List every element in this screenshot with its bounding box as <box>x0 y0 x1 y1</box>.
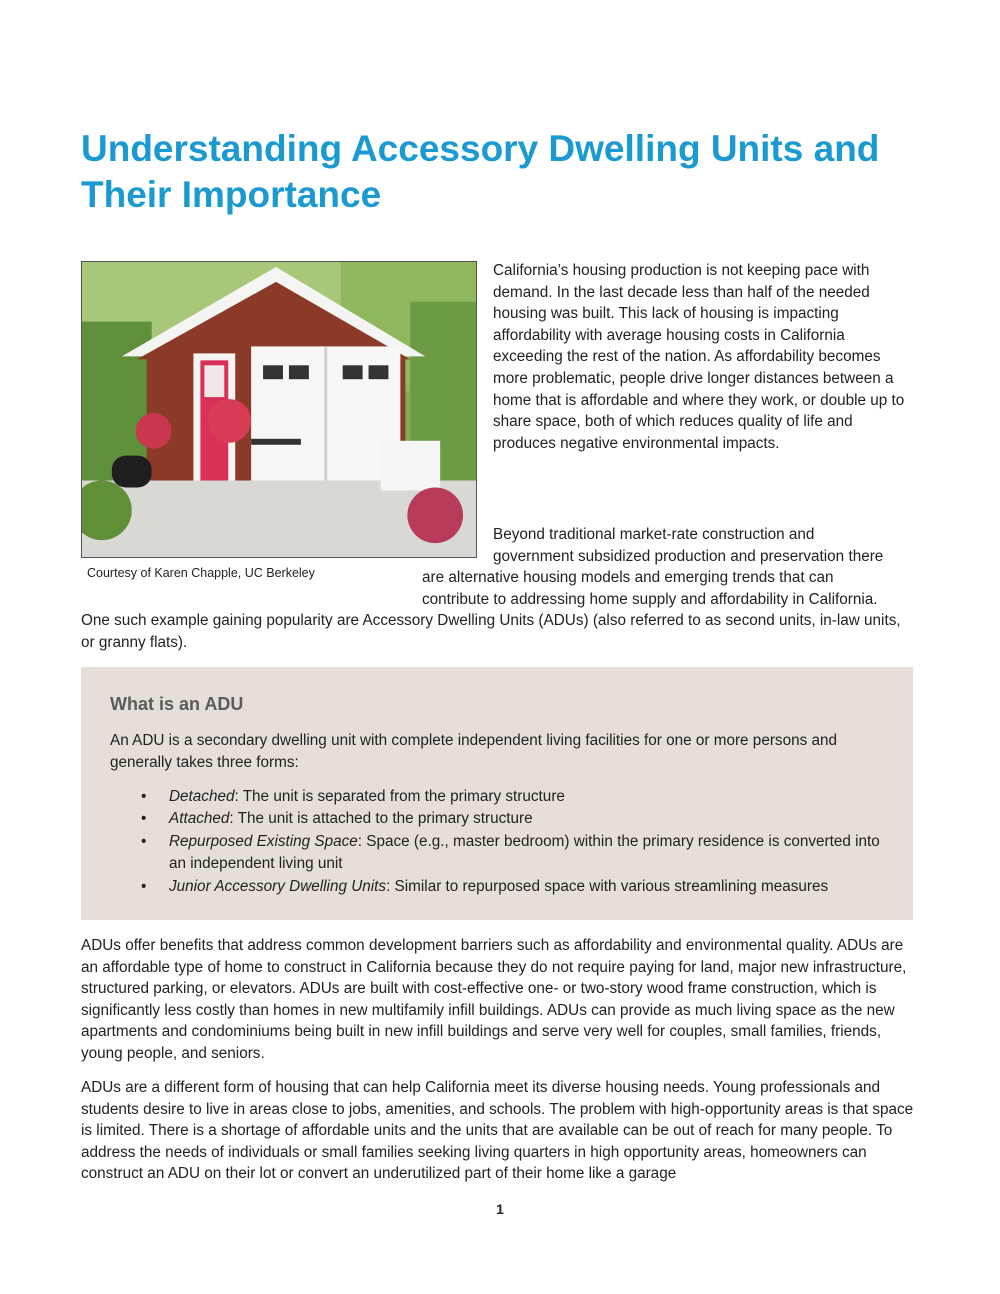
list-item <box>110 876 900 898</box>
adu-forms-list <box>110 786 900 898</box>
list-item <box>110 786 900 808</box>
list-item-term: Attached <box>169 810 230 828</box>
intro-paragraph-2-top <box>493 524 918 567</box>
page-number: 1 <box>496 1201 504 1217</box>
page-title: Understanding Accessory Dwelling Units and Their Importance <box>81 128 880 215</box>
bullet-icon: • <box>141 832 147 850</box>
list-item-description: : Similar to repurposed space with various streamlining measures <box>386 877 829 895</box>
photo-caption: Courtesy of Karen Chapple, UC Berkeley <box>87 566 315 580</box>
list-item <box>110 808 900 830</box>
box-intro: An ADU is a secondary dwelling unit with complete independent living facilities for one or more persons and generally takes three forms: <box>110 732 837 771</box>
intro-paragraph: California’s housing production is not keeping pace with demand. In the last decade less than half of the needed housing was built. This lack of housing is impacting affordability with average housing costs in California exceeding the rest of the nation. As affordability becomes more problematic, people drive longer distances between a home that is affordable and where they work, or double up to share space, both of which reduces quality of life and produces negative environmental impacts. <box>493 262 905 452</box>
bullet-icon: • <box>141 810 147 828</box>
list-item-description: : The unit is separated from the primary structure <box>234 788 565 805</box>
list-item-term: Junior Accessory Dwelling Units <box>169 877 387 895</box>
intro-paragraph-2-line: Beyond traditional market-rate construction and <box>493 526 815 543</box>
bullet-icon: • <box>141 877 147 895</box>
adu-photo <box>81 261 477 558</box>
list-item-term: Repurposed Existing Space <box>169 832 358 850</box>
body-paragraph: ADUs are a different form of housing that can help California meet its diverse housing needs. Young professionals and students desire to live in areas close to jobs, amenities, and schools. The problem with high-opportunity areas is that space is limited. There is a shortage of affordable units and the units that are available can be out of reach for many people. To address the needs of individuals or small families seeking living quarters in high opportunity areas, homeowners can construct an ADU on their lot or convert an underutilized part of their home like a garage <box>81 1079 914 1183</box>
list-item <box>110 831 900 876</box>
intro-paragraph-2-line: government subsidized production and preservation there <box>493 547 884 565</box>
body-paragraph: ADUs offer benefits that address common development barriers such as affordability and environmental quality. ADUs are an affordable type of home to construct in California because they do not require paying for land, major new infrastructure, structured parking, or elevators. ADUs are built with cost-effective one- or two-story wood frame construction, which is significantly less costly than homes in new multifamily infill buildings. ADUs can provide as much living space as the new apartments and condominiums being built in new infill buildings and serve very well for couples, small families, friends, young people, and seniors. <box>81 937 907 1062</box>
list-item-term: Detached <box>169 788 235 805</box>
adu-cottage-illustration <box>82 262 476 557</box>
box-heading: What is an ADU <box>110 694 244 714</box>
list-item-description: : Space (e.g., master bedroom) within the primary residence is converted into an independent living unit <box>169 832 880 873</box>
bullet-icon: • <box>141 788 147 805</box>
intro-paragraph-2-middle <box>422 567 918 610</box>
intro-paragraph-2-line: contribute to addressing home supply and affordability in California. <box>422 590 878 608</box>
what-is-adu-box <box>81 667 913 920</box>
intro-paragraph-2-bottom: One such example gaining popularity are Accessory Dwelling Units (ADUs) (also referred to as second units, in-law units, or granny flats). <box>81 612 901 651</box>
intro-paragraph-2-line: are alternative housing models and emerging trends that can <box>422 569 834 586</box>
list-item-description: : The unit is attached to the primary structure <box>229 810 533 828</box>
